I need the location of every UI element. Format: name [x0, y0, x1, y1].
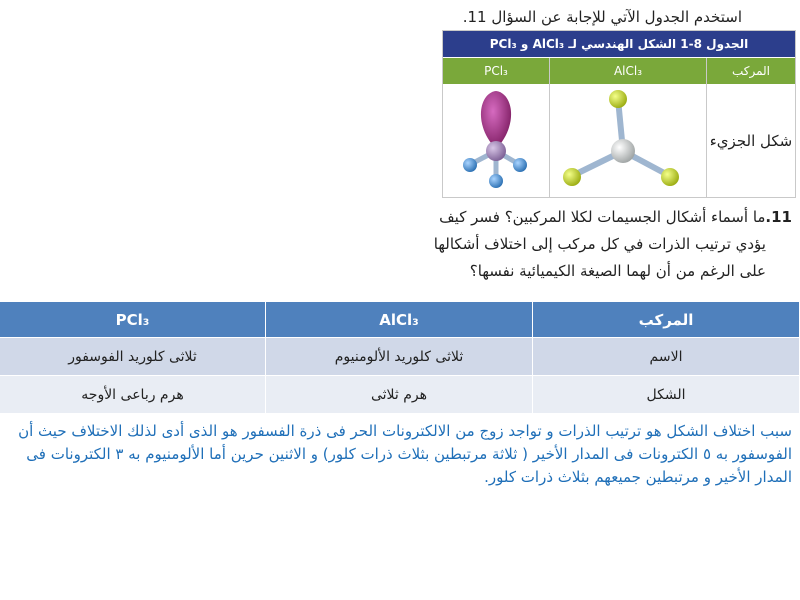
chlorine-atom — [513, 158, 527, 172]
phosphorus-atom — [486, 141, 506, 161]
question-line: على الرغم من أن لهما الصيغة الكيميائية نفسها؟ — [469, 262, 766, 280]
pcl3-model-cell — [443, 85, 549, 197]
explanation-text: سبب اختلاف الشكل هو ترتيب الذرات و تواجد زوج من الالكترونات الحر فى ذرة الفسفور هو الذى أدى لذلك الاختلاف حيث أن الفوسفور به ٥ الكترونات فى المدار الأخير ( ثلاثة مرتبطين بثلاث ذرات كلور) و الاثنين حرين أما الألومنيوم به ٣ الكترونات فى المدار الأخير و مرتبطين جميعهم بثلاث ذرات كلور. — [18, 422, 792, 486]
chlorine-atom — [609, 90, 627, 108]
table-cell: هرم ثلاثى — [266, 376, 533, 414]
chlorine-atom — [563, 168, 581, 186]
row-label-molecule-shape: شكل الجزيء — [709, 132, 793, 150]
table-cell: هرم رباعى الأوجه — [0, 376, 266, 414]
molecule-shape-table — [442, 30, 796, 198]
header-alcl3: AlCl₃ — [550, 58, 706, 84]
alcl3-molecule-model — [550, 85, 706, 197]
row-label-cell — [707, 85, 795, 197]
table-cell: ثلاثى كلوريد الفوسفور — [0, 338, 266, 376]
chlorine-atom — [463, 158, 477, 172]
alcl3-model-cell — [550, 85, 706, 197]
question-number: 11. — [765, 208, 792, 226]
table-cell: الشكل — [533, 376, 800, 414]
table-cell: الاسم — [533, 338, 800, 376]
intro-text: استخدم الجدول الآتي للإجابة عن السؤال 11. — [462, 8, 742, 26]
answer-header-compound: المركب — [533, 302, 800, 338]
header-pcl3: PCl₃ — [443, 58, 549, 84]
aluminum-atom — [611, 139, 635, 163]
question-line: ما أسماء أشكال الجسيمات لكلا المركبين؟ فسر كيف — [439, 208, 766, 226]
table-title: الجدول 8-1 الشكل الهندسي لـ AlCl₃ و PCl₃ — [443, 31, 795, 57]
question-line: يؤدي ترتيب الذرات في كل مركب إلى اختلاف أشكالها — [433, 235, 766, 253]
answer-header-alcl3: AlCl₃ — [266, 302, 533, 338]
answer-header-pcl3: PCl₃ — [0, 302, 266, 338]
lone-pair-lobe — [481, 91, 511, 149]
answer-table — [0, 302, 800, 414]
header-compound: المركب — [707, 58, 795, 84]
table-cell: ثلاثى كلوريد الألومنيوم — [266, 338, 533, 376]
chlorine-atom — [489, 174, 503, 188]
chlorine-atom — [661, 168, 679, 186]
pcl3-molecule-model — [443, 85, 549, 197]
question-11 — [342, 204, 792, 285]
